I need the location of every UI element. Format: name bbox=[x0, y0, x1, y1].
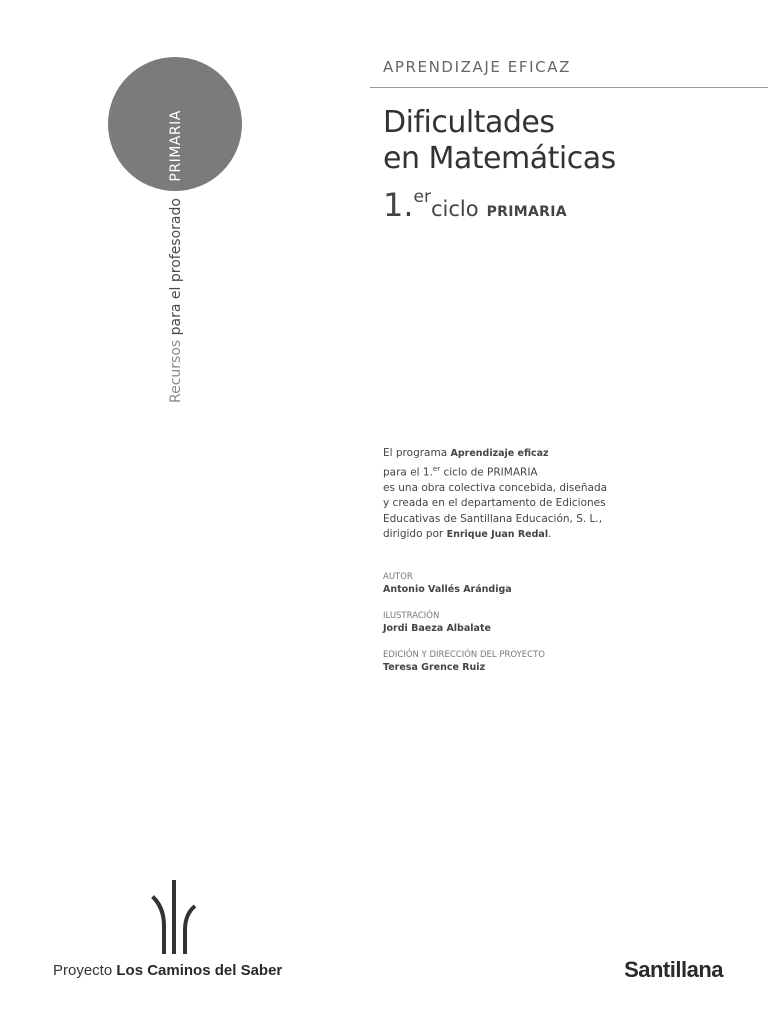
cycle-level: PRIMARIA bbox=[486, 204, 567, 220]
credit-illustration bbox=[383, 610, 545, 636]
cycle-number: 1. bbox=[383, 186, 414, 224]
sidebar-level: PRIMARIA bbox=[168, 110, 184, 182]
credit-label: ILUSTRACIÓN bbox=[383, 611, 440, 621]
cycle-word: ciclo bbox=[430, 197, 479, 221]
header-rule bbox=[370, 87, 768, 88]
project-name bbox=[53, 962, 282, 979]
credit-author bbox=[383, 571, 545, 597]
sidebar-resources-dark: para el profesorado bbox=[168, 198, 184, 336]
credit-name: Jordi Baeza Albalate bbox=[383, 623, 491, 634]
sidebar-resources-light: Recursos bbox=[168, 339, 184, 403]
series-title: APRENDIZAJE EFICAZ bbox=[383, 58, 571, 76]
sidebar-vertical-label bbox=[167, 110, 185, 403]
intro-director-name: Enrique Juan Redal bbox=[446, 529, 549, 540]
intro-text: es una obra colectiva concebida, diseñada bbox=[383, 481, 608, 494]
project-title: Los Caminos del Saber bbox=[116, 962, 283, 979]
publisher-logo: Santillana bbox=[624, 957, 723, 982]
title-line-1: Dificultades bbox=[383, 105, 555, 140]
credit-label: EDICIÓN Y DIRECCIÓN DEL PROYECTO bbox=[383, 650, 545, 660]
intro-text: ciclo de PRIMARIA bbox=[440, 466, 538, 478]
title-line-2: en Matemáticas bbox=[383, 141, 616, 176]
cycle-subtitle bbox=[383, 186, 567, 224]
credit-label: AUTOR bbox=[383, 572, 413, 582]
intro-text: para el 1. bbox=[383, 466, 433, 478]
page-title bbox=[383, 105, 616, 177]
intro-text: El programa bbox=[383, 447, 451, 459]
intro-text: . bbox=[548, 528, 552, 540]
stylized-paths-icon bbox=[150, 878, 200, 958]
intro-text: dirigido por bbox=[383, 528, 447, 540]
credit-name: Antonio Vallés Arándiga bbox=[383, 584, 512, 595]
intro-paragraph bbox=[383, 446, 633, 543]
credit-name: Teresa Grence Ruiz bbox=[383, 662, 486, 673]
credits-list bbox=[383, 571, 545, 688]
intro-text: Educativas de Santillana Educación, S. L., bbox=[383, 512, 603, 525]
credit-editing bbox=[383, 649, 545, 675]
intro-text: y creada en el departamento de Ediciones bbox=[383, 497, 606, 509]
intro-superscript: er bbox=[432, 464, 441, 473]
project-prefix: Proyecto bbox=[53, 962, 113, 979]
cycle-superscript: er bbox=[413, 187, 431, 207]
intro-program-name: Aprendizaje eficaz bbox=[450, 448, 549, 459]
